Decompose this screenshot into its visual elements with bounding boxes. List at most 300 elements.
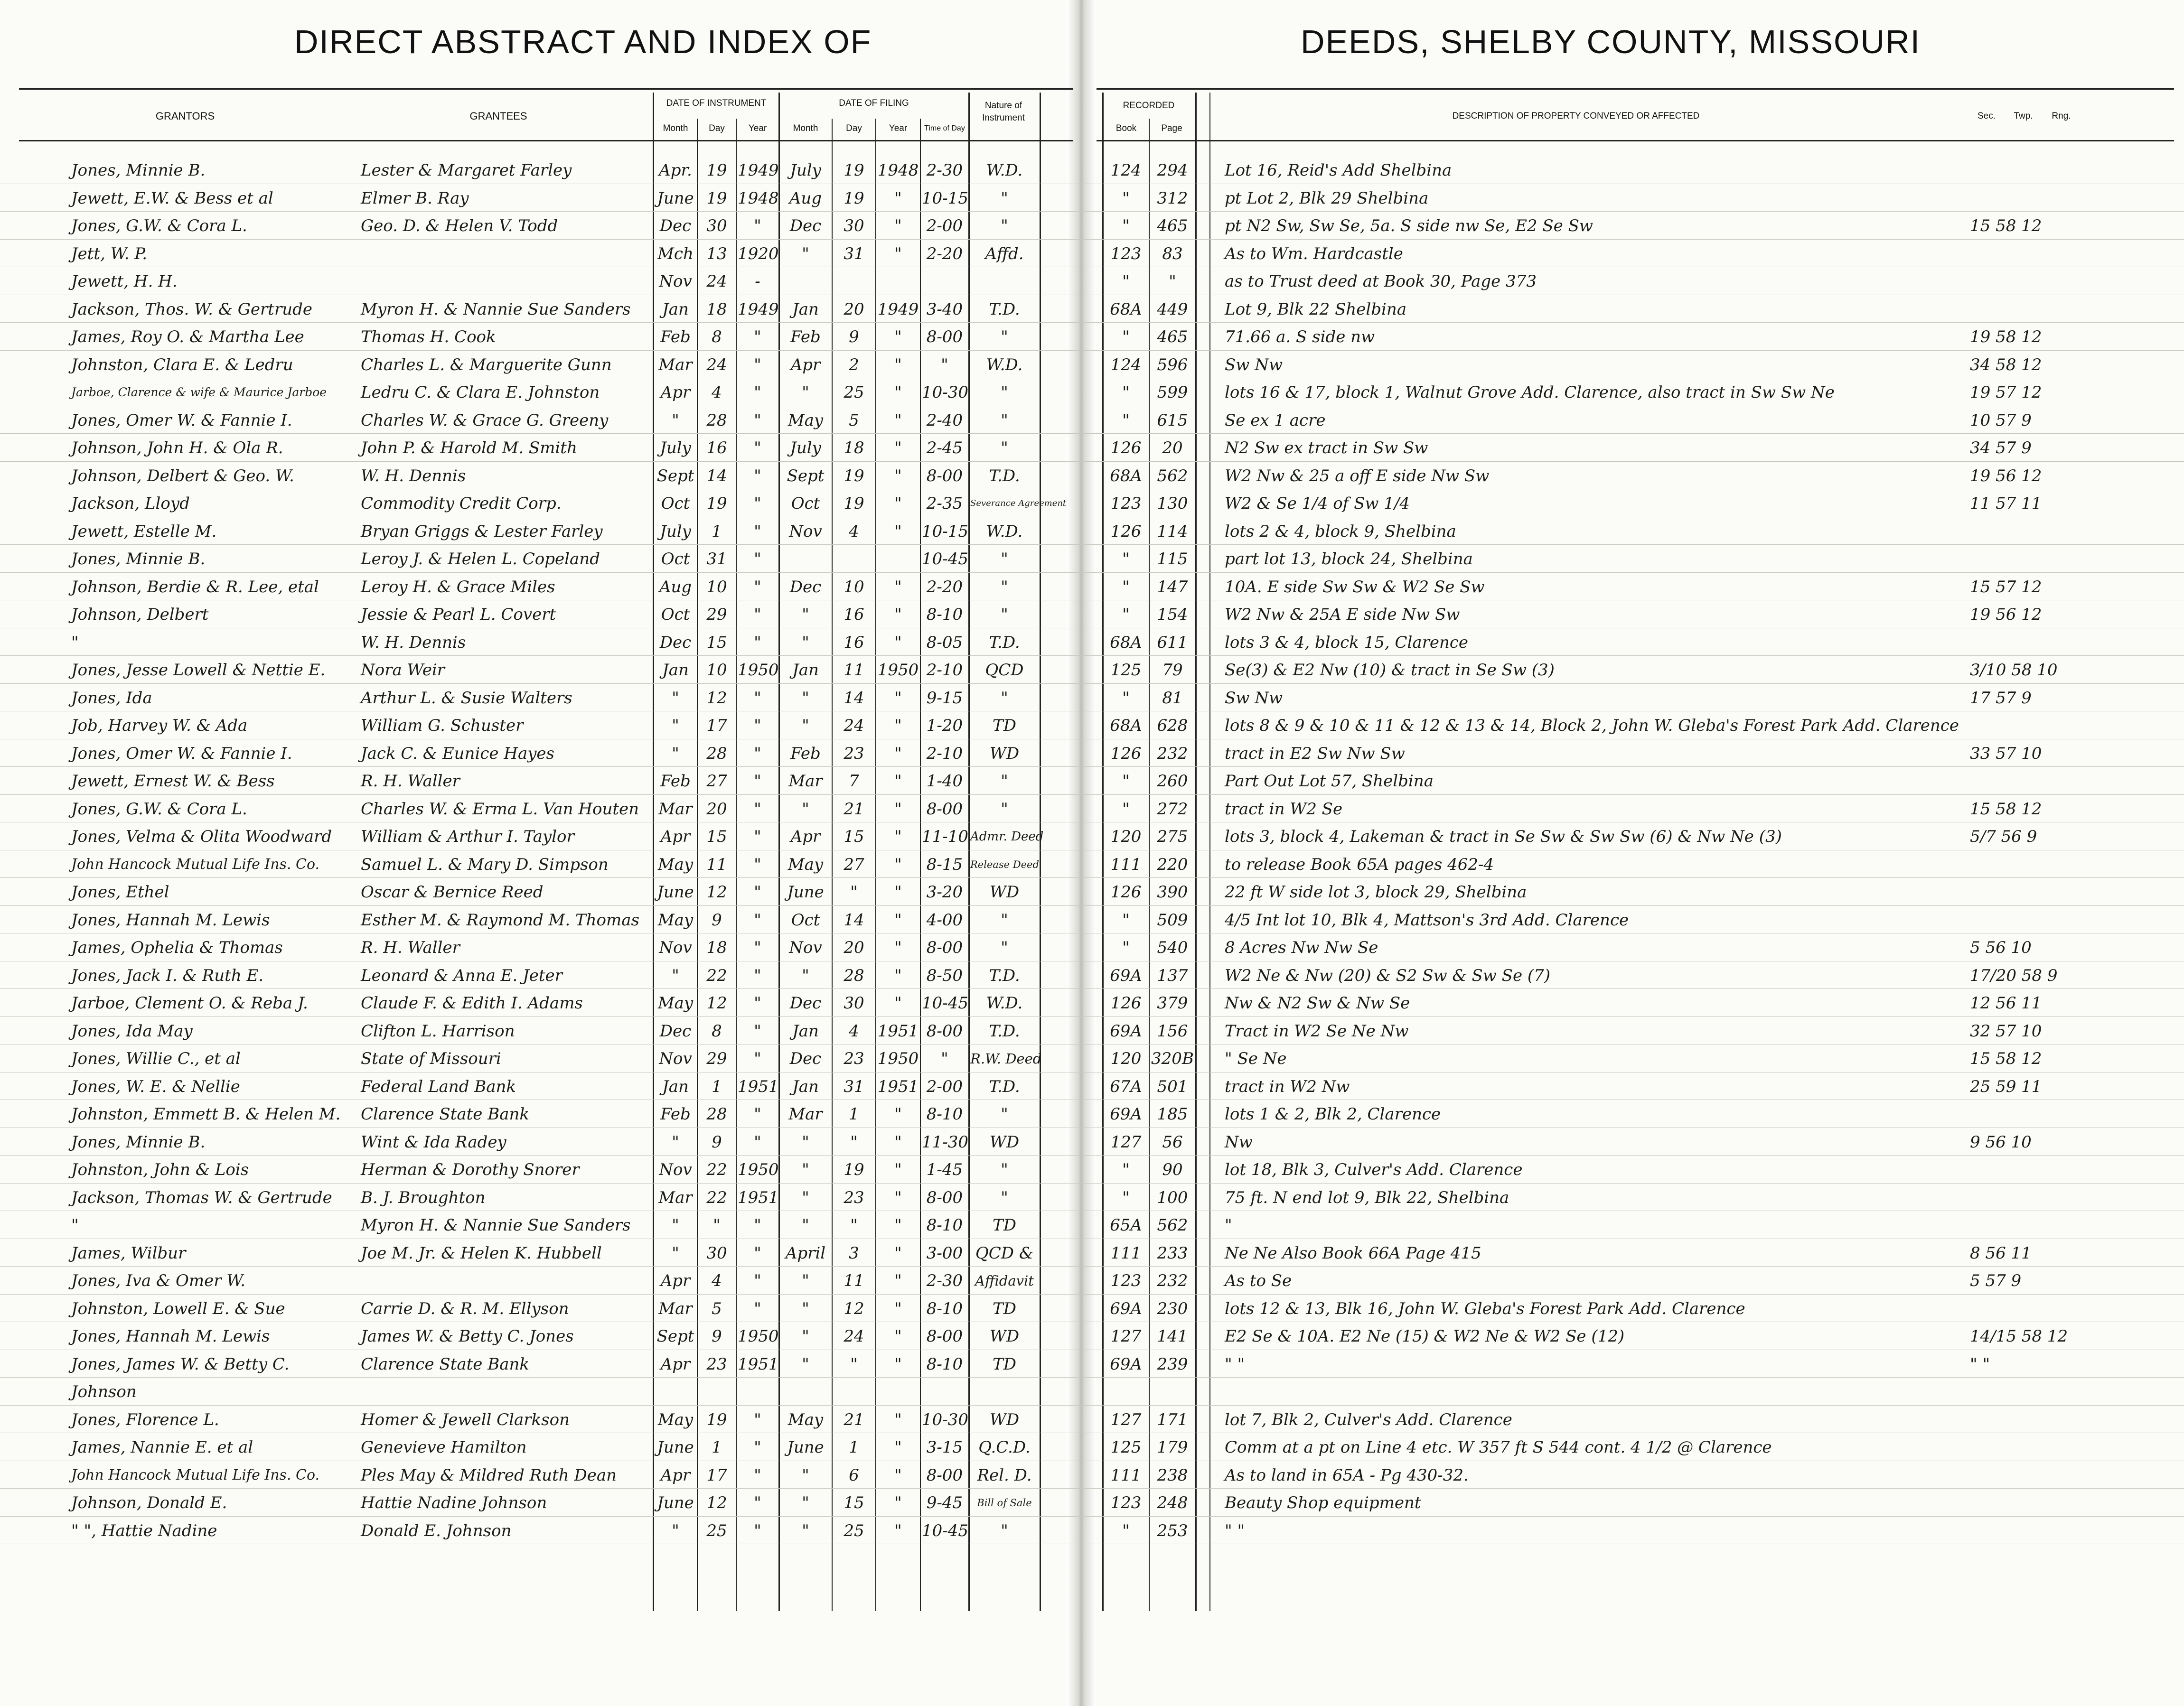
- table-row: [0, 434, 2184, 462]
- filing-day-cell: 20: [844, 299, 864, 319]
- filing-year-cell: ": [894, 188, 902, 208]
- filing-time-cell: 8-00: [926, 938, 963, 957]
- grantee-cell: Claude F. & Edith I. Adams: [361, 994, 583, 1013]
- filing-day-cell: 5: [849, 410, 859, 430]
- recorded-page-cell: 260: [1157, 772, 1188, 791]
- instrument-year-cell: ": [754, 466, 761, 485]
- description-cell: Beauty Shop equipment: [1225, 1493, 1421, 1512]
- row-divider: [0, 655, 2184, 656]
- filing-month-cell: ": [802, 244, 809, 263]
- filing-year-cell: ": [894, 577, 902, 597]
- filing-year-cell: ": [894, 1243, 902, 1263]
- filing-time-cell: 8-00: [926, 1021, 963, 1041]
- sec-twp-rng-cell: 12 56 11: [1970, 994, 2042, 1013]
- filing-month-cell: ": [802, 1299, 809, 1318]
- description-cell: lot 7, Blk 2, Culver's Add. Clarence: [1225, 1410, 1512, 1429]
- grantor-cell: Johnson, Donald E.: [71, 1493, 227, 1512]
- grantor-cell: Jones, Ida: [71, 688, 152, 708]
- nature-cell: TD: [993, 1354, 1016, 1374]
- filing-year-cell: ": [894, 772, 902, 791]
- instrument-month-cell: Mch: [657, 244, 694, 263]
- filing-month-cell: June: [787, 1438, 824, 1457]
- nature-cell: ": [1001, 910, 1008, 930]
- filing-year-cell: ": [894, 744, 902, 763]
- filing-month-cell: Jan: [792, 1021, 819, 1041]
- description-cell: lots 16 & 17, block 1, Walnut Grove Add. Clarence, also tract in Sw Sw Ne: [1225, 383, 1835, 402]
- table-row: [0, 1045, 2184, 1072]
- filing-month-cell: [780, 268, 831, 295]
- filing-month-cell: ": [802, 966, 809, 985]
- filing-month-cell: Aug: [789, 188, 822, 208]
- nature-cell: ": [1001, 327, 1008, 346]
- filing-time-cell: [922, 268, 967, 295]
- table-row: [0, 629, 2184, 656]
- nature-cell: Bill of Sale: [977, 1497, 1032, 1509]
- instrument-year-cell: ": [754, 355, 761, 374]
- nature-cell: ": [1001, 1105, 1008, 1124]
- instrument-day-cell: 23: [706, 1354, 727, 1374]
- filing-year-cell: ": [894, 1465, 902, 1485]
- filing-year-cell: ": [894, 1493, 902, 1512]
- instrument-day-cell: 17: [706, 1465, 727, 1485]
- instrument-year-cell: ": [754, 1521, 761, 1540]
- instrument-month-header: Month: [663, 123, 688, 133]
- instrument-month-cell: ": [672, 1521, 679, 1540]
- filing-year-cell: ": [894, 1410, 902, 1429]
- filing-day-cell: 31: [844, 1077, 864, 1096]
- filing-month-cell: May: [787, 1410, 824, 1429]
- instrument-day-cell: 22: [706, 966, 727, 985]
- recorded-book-cell: 69A: [1110, 1105, 1142, 1124]
- filing-time-cell: 8-10: [926, 605, 963, 624]
- instrument-year-cell: ": [754, 1132, 761, 1152]
- grantee-cell: Jack C. & Eunice Hayes: [361, 744, 554, 763]
- recorded-book-cell: 124: [1110, 161, 1142, 180]
- filing-day-cell: 19: [844, 1160, 864, 1179]
- recorded-page-cell: 509: [1157, 910, 1188, 930]
- filing-day-cell: 24: [844, 716, 864, 735]
- filing-time-cell: 10-45: [922, 994, 969, 1013]
- sec-twp-rng-cell: 32 57 10: [1970, 1021, 2042, 1041]
- grantee-cell: [361, 1267, 650, 1295]
- grantee-cell: Myron H. & Nannie Sue Sanders: [361, 299, 631, 319]
- description-cell: Lot 16, Reid's Add Shelbina: [1225, 161, 1452, 180]
- instrument-month-cell: May: [657, 994, 694, 1013]
- instrument-day-cell: 10: [706, 577, 727, 597]
- instrument-day-cell: 9: [712, 1132, 722, 1152]
- grantee-cell: Carrie D. & R. M. Ellyson: [361, 1299, 569, 1318]
- sec-twp-rng-cell: 34 58 12: [1970, 355, 2042, 374]
- recorded-book-cell: 120: [1110, 1049, 1142, 1068]
- description-cell: Sw Nw: [1225, 355, 1283, 374]
- sec-twp-rng-cell: 5 57 9: [1970, 1271, 2022, 1290]
- grantor-cell: Johnson, Delbert & Geo. W.: [71, 466, 294, 485]
- sec-header: Sec.: [1977, 111, 1996, 121]
- instrument-day-cell: 12: [706, 994, 727, 1013]
- filing-year-cell: ": [894, 1299, 902, 1318]
- grantee-cell: Charles W. & Grace G. Greeny: [361, 410, 609, 430]
- grantee-cell: John P. & Harold M. Smith: [361, 438, 577, 457]
- grantor-cell: Jones, James W. & Betty C.: [71, 1354, 290, 1374]
- table-row: [0, 601, 2184, 628]
- table-row: [0, 1434, 2184, 1461]
- recorded-book-cell: 127: [1110, 1327, 1142, 1346]
- instrument-month-cell: July: [660, 438, 691, 457]
- instrument-year-cell: 1949: [738, 299, 779, 319]
- grantor-cell: Jarboe, Clement O. & Reba J.: [71, 994, 308, 1013]
- recorded-page-cell: 232: [1157, 744, 1188, 763]
- grantee-cell: Donald E. Johnson: [361, 1521, 512, 1540]
- grantor-cell: Johnson: [71, 1382, 137, 1401]
- instrument-month-cell: Mar: [658, 1188, 693, 1207]
- description-cell: Comm at a pt on Line 4 etc. W 357 ft S 544 cont. 4 1/2 @ Clarence: [1225, 1438, 1772, 1457]
- filing-time-cell: 2-00: [926, 216, 963, 235]
- recorded-book-cell: ": [1122, 188, 1130, 208]
- table-row: [0, 740, 2184, 767]
- filing-month-cell: ": [802, 1216, 809, 1235]
- description-cell: Lot 9, Blk 22 Shelbina: [1225, 299, 1407, 319]
- grantor-cell: James, Wilbur: [71, 1243, 186, 1263]
- grantor-cell: Jones, Jesse Lowell & Nettie E.: [71, 661, 326, 680]
- nature-cell: ": [1001, 688, 1008, 708]
- filing-time-cell: 10-15: [922, 522, 969, 541]
- instrument-year-cell: ": [754, 327, 761, 346]
- nature-cell: W.D.: [986, 994, 1023, 1013]
- instrument-year-cell: ": [754, 855, 761, 874]
- filing-year-cell: 1949: [877, 299, 919, 319]
- left-page-title: DIRECT ABSTRACT AND INDEX OF: [294, 23, 872, 60]
- instrument-day-cell: 12: [706, 688, 727, 708]
- recorded-book-cell: 65A: [1110, 1216, 1142, 1235]
- grantor-cell: Johnston, Lowell E. & Sue: [71, 1299, 285, 1318]
- instrument-month-cell: Jan: [662, 1077, 689, 1096]
- row-divider: [0, 1516, 2184, 1517]
- grantee-cell: Nora Weir: [361, 661, 445, 680]
- instrument-month-cell: Jan: [662, 299, 689, 319]
- header-bottom-rule-right: [1097, 140, 2174, 141]
- filing-time-cell: 9-15: [926, 688, 963, 708]
- filing-year-cell: ": [894, 216, 902, 235]
- grantees-header: GRANTEES: [469, 110, 527, 122]
- filing-day-cell: ": [850, 1354, 858, 1374]
- grantor-cell: Jones, Willie C., et al: [71, 1049, 241, 1068]
- description-cell: pt N2 Sw, Sw Se, 5a. S side nw Se, E2 Se Sw: [1225, 216, 1593, 235]
- sec-twp-rng-cell: 19 58 12: [1970, 327, 2042, 346]
- filing-year-cell: ": [894, 244, 902, 263]
- filing-day-cell: ": [850, 1216, 858, 1235]
- filing-day-cell: 30: [844, 216, 864, 235]
- filing-time-cell: 4-00: [926, 910, 963, 930]
- sec-twp-rng-cell: [1970, 1184, 2084, 1212]
- nature-cell: [970, 1378, 1039, 1406]
- grantor-cell: Jones, Hannah M. Lewis: [71, 1327, 270, 1346]
- grantee-cell: Myron H. & Nannie Sue Sanders: [361, 1216, 631, 1235]
- nature-cell: ": [1001, 772, 1008, 791]
- recorded-book-cell: ": [1122, 272, 1130, 291]
- grantee-cell: B. J. Broughton: [361, 1188, 486, 1207]
- description-cell: Sw Nw: [1225, 688, 1283, 708]
- instrument-day-cell: 8: [712, 327, 722, 346]
- filing-year-cell: ": [894, 883, 902, 902]
- sec-twp-rng-cell: 33 57 10: [1970, 744, 2042, 763]
- grantee-cell: Samuel L. & Mary D. Simpson: [361, 855, 609, 874]
- sec-twp-rng-cell: 19 56 12: [1970, 466, 2042, 485]
- table-row: [0, 878, 2184, 906]
- instrument-month-cell: ": [672, 688, 679, 708]
- nature-cell: ": [1001, 1160, 1008, 1179]
- table-row: [0, 351, 2184, 379]
- grantee-cell: Geo. D. & Helen V. Todd: [361, 216, 558, 235]
- table-row: [0, 962, 2184, 989]
- instrument-day-cell: 9: [712, 910, 722, 930]
- filing-month-cell: Sept: [787, 466, 825, 485]
- filing-day-cell: 18: [844, 438, 864, 457]
- nature-cell: T.D.: [989, 633, 1020, 652]
- instrument-month-cell: Apr: [660, 827, 691, 846]
- filing-year-cell: ": [894, 1438, 902, 1457]
- grantor-cell: Johnson, Berdie & R. Lee, etal: [71, 577, 319, 597]
- instrument-day-cell: 19: [706, 188, 727, 208]
- nature-cell: ": [1001, 410, 1008, 430]
- instrument-day-cell: 9: [712, 1327, 722, 1346]
- recorded-page-cell: 312: [1157, 188, 1188, 208]
- nature-cell: Admr. Deed: [970, 830, 1044, 844]
- instrument-day-cell: 19: [706, 1410, 727, 1429]
- row-divider: [0, 461, 2184, 462]
- filing-time-cell: 10-30: [922, 1410, 969, 1429]
- recorded-book-cell: ": [1122, 383, 1130, 402]
- recorded-book-cell: ": [1122, 799, 1130, 819]
- instrument-day-cell: 29: [706, 1049, 727, 1068]
- filing-time-cell: 3-40: [926, 299, 963, 319]
- instrument-year-cell: ": [754, 1438, 761, 1457]
- recorded-page-cell: 220: [1157, 855, 1188, 874]
- nature-cell: T.D.: [989, 966, 1020, 985]
- table-row: [0, 573, 2184, 601]
- recorded-book-cell: 68A: [1110, 299, 1142, 319]
- filing-time-cell: 2-30: [926, 161, 963, 180]
- instrument-month-cell: ": [672, 1132, 679, 1152]
- description-cell: Nw: [1225, 1132, 1253, 1152]
- twp-header: Twp.: [2014, 111, 2033, 121]
- description-cell: As to Wm. Hardcastle: [1225, 244, 1403, 263]
- filing-day-cell: [834, 1378, 874, 1406]
- recorded-book-cell: ": [1122, 605, 1130, 624]
- recorded-page-cell: 615: [1157, 410, 1188, 430]
- filing-year-header: Year: [889, 123, 908, 133]
- instrument-year-cell: ": [754, 633, 761, 652]
- filing-year-cell: ": [894, 383, 902, 402]
- right-page-title: DEEDS, SHELBY COUNTY, MISSOURI: [1301, 23, 1921, 60]
- instrument-day-cell: 16: [706, 438, 727, 457]
- grantee-cell: Clarence State Bank: [361, 1105, 529, 1124]
- filing-time-cell: ": [941, 355, 948, 374]
- filing-day-cell: 23: [844, 744, 864, 763]
- grantor-cell: James, Roy O. & Martha Lee: [71, 327, 304, 346]
- row-divider: [0, 794, 2184, 795]
- instrument-year-cell: ": [754, 1049, 761, 1068]
- description-cell: tract in E2 Sw Nw Sw: [1225, 744, 1405, 763]
- instrument-year-cell: ": [754, 438, 761, 457]
- filing-month-cell: ": [802, 1188, 809, 1207]
- filing-year-cell: [877, 545, 919, 573]
- nature-cell: WD: [989, 1327, 1020, 1346]
- filing-time-cell: 8-10: [926, 1105, 963, 1124]
- grantee-cell: R. H. Waller: [361, 938, 460, 957]
- description-cell: Ne Ne Also Book 66A Page 415: [1225, 1243, 1481, 1263]
- filing-month-cell: Nov: [789, 522, 822, 541]
- filing-day-cell: 12: [844, 1299, 864, 1318]
- grantor-cell: Jones, G.W. & Cora L.: [71, 799, 247, 819]
- instrument-day-cell: 12: [706, 1493, 727, 1512]
- filing-month-cell: ": [802, 1327, 809, 1346]
- filing-year-cell: ": [894, 522, 902, 541]
- filing-day-cell: 25: [844, 383, 864, 402]
- table-row: [0, 1267, 2184, 1295]
- description-cell: lots 3, block 4, Lakeman & tract in Se Sw & Sw Sw (6) & Nw Ne (3): [1225, 827, 1782, 846]
- instrument-year-cell: ": [754, 1105, 761, 1124]
- instrument-day-cell: ": [713, 1216, 721, 1235]
- filing-day-cell: 21: [844, 799, 864, 819]
- instrument-day-cell: 28: [706, 1105, 727, 1124]
- grantor-cell: Jarboe, Clarence & wife & Maurice Jarboe: [71, 385, 327, 399]
- date-of-instrument-header: DATE OF INSTRUMENT: [666, 98, 767, 108]
- grantee-cell: William G. Schuster: [361, 716, 524, 735]
- nature-cell: TD: [993, 716, 1016, 735]
- instrument-month-cell: Apr: [660, 1465, 691, 1485]
- recorded-book-cell: 111: [1110, 855, 1142, 874]
- table-row: [0, 1489, 2184, 1517]
- nature-cell: T.D.: [989, 299, 1020, 319]
- description-cell: N2 Sw ex tract in Sw Sw: [1225, 438, 1428, 457]
- sec-twp-rng-cell: [1970, 240, 2084, 268]
- filing-month-cell: Jan: [792, 299, 819, 319]
- description-cell: 4/5 Int lot 10, Blk 4, Mattson's 3rd Add. Clarence: [1225, 910, 1629, 930]
- recorded-page-cell: 449: [1157, 299, 1188, 319]
- description-cell: ": [1225, 1216, 1232, 1235]
- table-row: [0, 1212, 2184, 1239]
- filing-day-cell: [834, 268, 874, 295]
- nature-cell: ": [1001, 799, 1008, 819]
- grantee-cell: Joe M. Jr. & Helen K. Hubbell: [361, 1243, 602, 1263]
- description-cell: pt Lot 2, Blk 29 Shelbina: [1225, 188, 1429, 208]
- instrument-year-cell: ": [754, 938, 761, 957]
- nature-cell: WD: [989, 1132, 1020, 1152]
- filing-month-cell: ": [802, 605, 809, 624]
- grantee-cell: Esther M. & Raymond M. Thomas: [361, 910, 639, 930]
- table-row: [0, 1517, 2184, 1545]
- filing-month-cell: [780, 545, 831, 573]
- table-row: [0, 379, 2184, 406]
- instrument-month-cell: June: [657, 1438, 694, 1457]
- instrument-month-cell: Apr.: [659, 161, 692, 180]
- filing-year-cell: ": [894, 716, 902, 735]
- recorded-book-cell: 125: [1110, 1438, 1142, 1457]
- filing-time-cell: 10-30: [922, 383, 969, 402]
- nature-cell: Q.C.D.: [978, 1438, 1031, 1457]
- instrument-month-cell: Apr: [660, 1271, 691, 1290]
- description-cell: 22 ft W side lot 3, block 29, Shelbina: [1225, 883, 1527, 902]
- grantor-cell: Jackson, Thos. W. & Gertrude: [71, 299, 313, 319]
- sec-twp-rng-cell: 25 59 11: [1970, 1077, 2042, 1096]
- grantee-cell: Charles L. & Marguerite Gunn: [361, 355, 612, 374]
- filing-day-cell: 10: [844, 577, 864, 597]
- filing-month-cell: July: [790, 161, 821, 180]
- filing-month-cell: Mar: [788, 1105, 823, 1124]
- sec-twp-rng-cell: 15 58 12: [1970, 216, 2042, 235]
- nature-cell: ": [1001, 383, 1008, 402]
- sec-twp-rng-cell: [1970, 1406, 2084, 1434]
- instrument-year-cell: ": [754, 688, 761, 708]
- table-row: [0, 823, 2184, 850]
- instrument-month-cell: June: [657, 1493, 694, 1512]
- filing-month-cell: ": [802, 633, 809, 652]
- description-cell: lot 18, Blk 3, Culver's Add. Clarence: [1225, 1160, 1523, 1179]
- filing-day-cell: 14: [844, 688, 864, 708]
- filing-month-cell: April: [785, 1243, 826, 1263]
- recorded-page-cell: 81: [1162, 688, 1183, 708]
- instrument-month-cell: ": [672, 744, 679, 763]
- table-row: [0, 684, 2184, 712]
- filing-time-cell: 3-20: [926, 883, 963, 902]
- filing-month-cell: [780, 1378, 831, 1406]
- recorded-book-cell: 69A: [1110, 1354, 1142, 1374]
- grantor-cell: Job, Harvey W. & Ada: [71, 716, 248, 735]
- instrument-month-cell: Apr: [660, 383, 691, 402]
- grantor-cell: James, Ophelia & Thomas: [71, 938, 283, 957]
- instrument-month-cell: May: [657, 1410, 694, 1429]
- instrument-day-cell: 22: [706, 1160, 727, 1179]
- grantor-cell: Jones, Ethel: [71, 883, 169, 902]
- instrument-month-cell: ": [672, 1216, 679, 1235]
- filing-month-cell: Apr: [790, 827, 821, 846]
- table-row: [0, 989, 2184, 1017]
- instrument-year-cell: ": [754, 1299, 761, 1318]
- recorded-book-cell: ": [1122, 938, 1130, 957]
- grantee-cell: Charles W. & Erma L. Van Houten: [361, 799, 639, 819]
- description-cell: 8 Acres Nw Nw Se: [1225, 938, 1378, 957]
- recorded-page-cell: 379: [1157, 994, 1188, 1013]
- filing-year-cell: ": [894, 1216, 902, 1235]
- filing-day-cell: 19: [844, 188, 864, 208]
- instrument-year-cell: ": [754, 1243, 761, 1263]
- filing-time-cell: 8-00: [926, 1188, 963, 1207]
- filing-year-cell: ": [894, 966, 902, 985]
- grantor-cell: ": [71, 1216, 79, 1235]
- filing-day-cell: 21: [844, 1410, 864, 1429]
- nature-cell: R.W. Deed: [970, 1051, 1042, 1067]
- grantor-cell: Jones, Iva & Omer W.: [71, 1271, 246, 1290]
- table-row: [0, 656, 2184, 684]
- recorded-page-cell: 540: [1157, 938, 1188, 957]
- filing-time-cell: 10-45: [922, 1521, 969, 1540]
- sec-twp-rng-cell: [1970, 1517, 2084, 1545]
- instrument-month-cell: June: [657, 188, 694, 208]
- instrument-month-cell: Oct: [661, 550, 690, 569]
- filing-month-cell: ": [802, 799, 809, 819]
- instrument-day-cell: 29: [706, 605, 727, 624]
- recorded-page-cell: 562: [1157, 1216, 1188, 1235]
- recorded-book-cell: 68A: [1110, 633, 1142, 652]
- grantor-cell: James, Nannie E. et al: [71, 1438, 253, 1457]
- recorded-page-cell: 275: [1157, 827, 1188, 846]
- nature-cell: Affidavit: [975, 1273, 1034, 1289]
- filing-year-cell: ": [894, 494, 902, 513]
- nature-cell: ": [1001, 188, 1008, 208]
- filing-day-cell: 11: [844, 661, 864, 680]
- table-row: [0, 1351, 2184, 1378]
- instrument-day-cell: 18: [706, 299, 727, 319]
